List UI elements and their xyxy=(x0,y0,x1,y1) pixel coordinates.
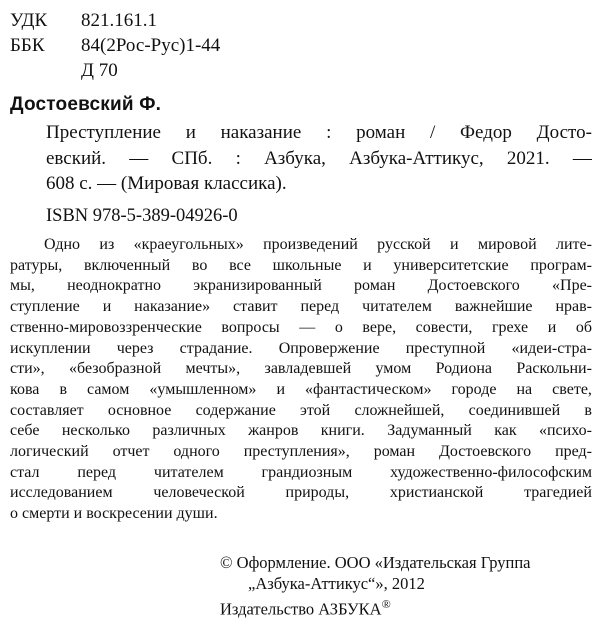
biblio-line xyxy=(46,146,592,172)
annotation-line xyxy=(10,297,592,318)
annotation-word: — xyxy=(299,318,316,336)
annotation-line xyxy=(10,401,592,422)
annotation-word: совести, xyxy=(415,318,473,336)
annotation-word: и xyxy=(276,380,286,398)
annotation-word: роман xyxy=(354,277,396,295)
annotation-line xyxy=(10,442,592,463)
annotation-word: природы, xyxy=(285,484,350,502)
annotation-word: «фантастическом» xyxy=(305,380,432,398)
biblio-word: — xyxy=(572,147,592,169)
annotation-word: ратуры, xyxy=(10,256,63,274)
annotation-word: стал xyxy=(10,463,40,481)
annotation-word: произведений xyxy=(263,236,358,253)
annotation-word: кова xyxy=(10,380,40,398)
annotation-word: «идеи-стра- xyxy=(511,339,592,357)
bbk-row xyxy=(10,33,220,58)
annotation-word: роман xyxy=(373,443,416,461)
annotation-word: одного xyxy=(173,443,220,461)
annotation-word: мировой xyxy=(477,236,537,253)
annotation-line xyxy=(10,463,592,484)
biblio-word: наказание xyxy=(220,122,302,143)
annotation-word: университетские xyxy=(393,256,509,274)
biblio-word: и xyxy=(185,122,196,143)
annotation-line xyxy=(10,421,592,442)
annotation-word: логический xyxy=(10,443,89,461)
annotation-word: соединившей xyxy=(468,401,561,419)
annotation-word: пред- xyxy=(555,443,592,461)
annotation-word: все xyxy=(229,256,251,274)
annotation-word: ственно-мировоззренческие xyxy=(10,318,202,336)
annotation-word: несколько xyxy=(61,422,130,440)
annotation-word: экранизированный xyxy=(193,277,322,295)
annotation-word: мы, xyxy=(10,277,35,295)
annotation-word: через xyxy=(116,339,154,357)
bbk-value: 84(2Рос-Рус)1-44 xyxy=(81,35,221,56)
annotation-word: и xyxy=(547,318,557,336)
annotation-word: «Пре- xyxy=(552,277,592,295)
annotation-word: програм- xyxy=(530,256,592,274)
annotation-line xyxy=(10,359,592,380)
annotation-word: мечты», xyxy=(185,360,241,378)
registered-mark: ® xyxy=(381,597,391,611)
annotation-word: во xyxy=(191,256,208,274)
copyright-line-3 xyxy=(220,594,531,620)
annotation-line xyxy=(10,483,592,504)
annotation-word: сти», xyxy=(10,360,45,378)
annotation-line xyxy=(10,256,592,277)
annotation-line xyxy=(10,504,592,525)
author-mark: Д 70 xyxy=(81,60,118,81)
annotation-line xyxy=(10,339,592,360)
annotation-word: грандиозным xyxy=(261,463,353,481)
udk-row xyxy=(10,8,220,33)
annotation-word: ставит xyxy=(233,298,278,316)
annotation-word: в xyxy=(584,401,592,419)
annotation-word: свете, xyxy=(552,380,592,398)
annotation-word: этой xyxy=(300,401,331,419)
publisher-name: Издательство АЗБУКА xyxy=(220,599,382,619)
author-mark-row xyxy=(10,58,220,83)
annotation-word: неоднократно xyxy=(67,277,161,295)
biblio-word: 2021. xyxy=(506,147,550,169)
annotation-word: лите- xyxy=(555,236,592,253)
biblio-word: : xyxy=(235,147,241,169)
biblio-line xyxy=(46,120,592,146)
biblio-word: роман xyxy=(356,122,406,143)
annotation-word: «психо- xyxy=(538,422,592,440)
annotation-word: Раскольни- xyxy=(516,360,592,378)
author-heading: Достоевский Ф. xyxy=(10,94,162,115)
bbk-label: ББК xyxy=(10,35,45,56)
annotation-word: важнейшие xyxy=(454,298,533,316)
annotation-word: Задуманный xyxy=(387,422,472,440)
annotation-word: «безобразной xyxy=(69,360,162,378)
annotation-word: грехе xyxy=(491,318,529,336)
annotation-word: «краеугольных» xyxy=(133,236,244,253)
udk-label: УДК xyxy=(10,10,48,31)
annotation-word: человеческой xyxy=(153,484,245,502)
copyright-block xyxy=(220,553,531,620)
isbn: ISBN 978-5-389-04926-0 xyxy=(46,206,238,226)
udk-value: 821.161.1 xyxy=(81,10,157,31)
annotation-word: читателем xyxy=(153,463,224,481)
annotation-word: о смерти и воскресении души. xyxy=(10,505,218,523)
annotation-word: сложнейшей, xyxy=(354,401,445,419)
biblio-word: — xyxy=(129,147,149,169)
annotation-word: вопросы xyxy=(221,318,280,336)
biblio-word: 608 с. — (Мировая классика). xyxy=(46,173,287,194)
biblio-word: : xyxy=(326,122,332,143)
annotation-word: ступление xyxy=(10,298,80,316)
annotation-word: трагедией xyxy=(524,484,592,502)
annotation-word: самом xyxy=(87,380,130,398)
biblio-word: евский. xyxy=(46,147,107,169)
annotation-word: Одно xyxy=(44,236,81,253)
annotation-word: христианской xyxy=(389,484,484,502)
annotation-word: и xyxy=(450,236,459,253)
annotation-word: преступления», xyxy=(243,443,350,461)
annotation-word: завладевшей xyxy=(264,360,352,378)
annotation-word: об xyxy=(575,318,592,336)
annotation-word: на xyxy=(516,380,533,398)
copyright-line-2: „Азбука-Аттикус“», 2012 xyxy=(248,573,425,593)
annotation-word: городе xyxy=(451,380,497,398)
biblio-word: СПб. xyxy=(171,147,213,169)
annotation-word: как xyxy=(494,422,517,440)
annotation-word: исследованием xyxy=(10,484,113,502)
annotation-word: перед xyxy=(77,463,117,481)
annotation-word: в xyxy=(59,380,67,398)
annotation-word: Достоевского xyxy=(427,277,520,295)
annotation-word: перед xyxy=(300,298,340,316)
annotation-word: умом xyxy=(375,360,412,378)
classification-codes xyxy=(10,8,220,83)
annotation-word: страдание. xyxy=(179,339,253,357)
biblio-word: Преступление xyxy=(46,122,161,143)
annotation-word: отчет xyxy=(112,443,150,461)
annotation-word: школьные xyxy=(272,256,342,274)
annotation-line xyxy=(10,235,592,256)
biblio-word: Азбука, xyxy=(264,147,326,169)
annotation-word: книги. xyxy=(320,422,365,440)
annotation-word: Родиона xyxy=(435,360,492,378)
annotation-line xyxy=(10,380,592,401)
annotation-word: себе xyxy=(10,422,40,440)
annotation-word: искуплении xyxy=(10,339,91,357)
annotation-word: включенный xyxy=(83,256,171,274)
annotation-word: нрав- xyxy=(555,298,592,316)
biblio-line xyxy=(46,171,592,197)
annotation-word: вере, xyxy=(362,318,397,336)
annotation-word: Опровержение xyxy=(278,339,380,357)
annotation-word: жанров xyxy=(248,422,299,440)
annotation xyxy=(10,235,592,525)
annotation-word: составляет xyxy=(10,401,84,419)
bibliographic-description xyxy=(46,120,592,197)
annotation-word: основное xyxy=(107,401,172,419)
annotation-word: о xyxy=(334,318,343,336)
annotation-word: и xyxy=(102,298,112,316)
biblio-word: Азбука-Аттикус, xyxy=(349,147,484,169)
annotation-word: «умышленном» xyxy=(149,380,257,398)
annotation-word: русской xyxy=(377,236,431,253)
annotation-word: читателем xyxy=(362,298,432,316)
annotation-word: преступной xyxy=(405,339,486,357)
biblio-word: / xyxy=(430,122,436,143)
biblio-word: Федор xyxy=(460,122,512,143)
annotation-word: наказание» xyxy=(134,298,211,316)
annotation-word: из xyxy=(99,236,115,253)
annotation-word: содержание xyxy=(195,401,276,419)
annotation-line xyxy=(10,318,592,339)
annotation-word: различных xyxy=(152,422,226,440)
annotation-word: и xyxy=(363,256,372,274)
annotation-line xyxy=(10,276,592,297)
annotation-word: Достоевского xyxy=(438,443,532,461)
biblio-word: Досто- xyxy=(536,122,592,143)
copyright-line-1: © Оформление. ООО «Издательская Группа xyxy=(220,553,531,572)
annotation-word: художественно-философским xyxy=(390,463,592,481)
